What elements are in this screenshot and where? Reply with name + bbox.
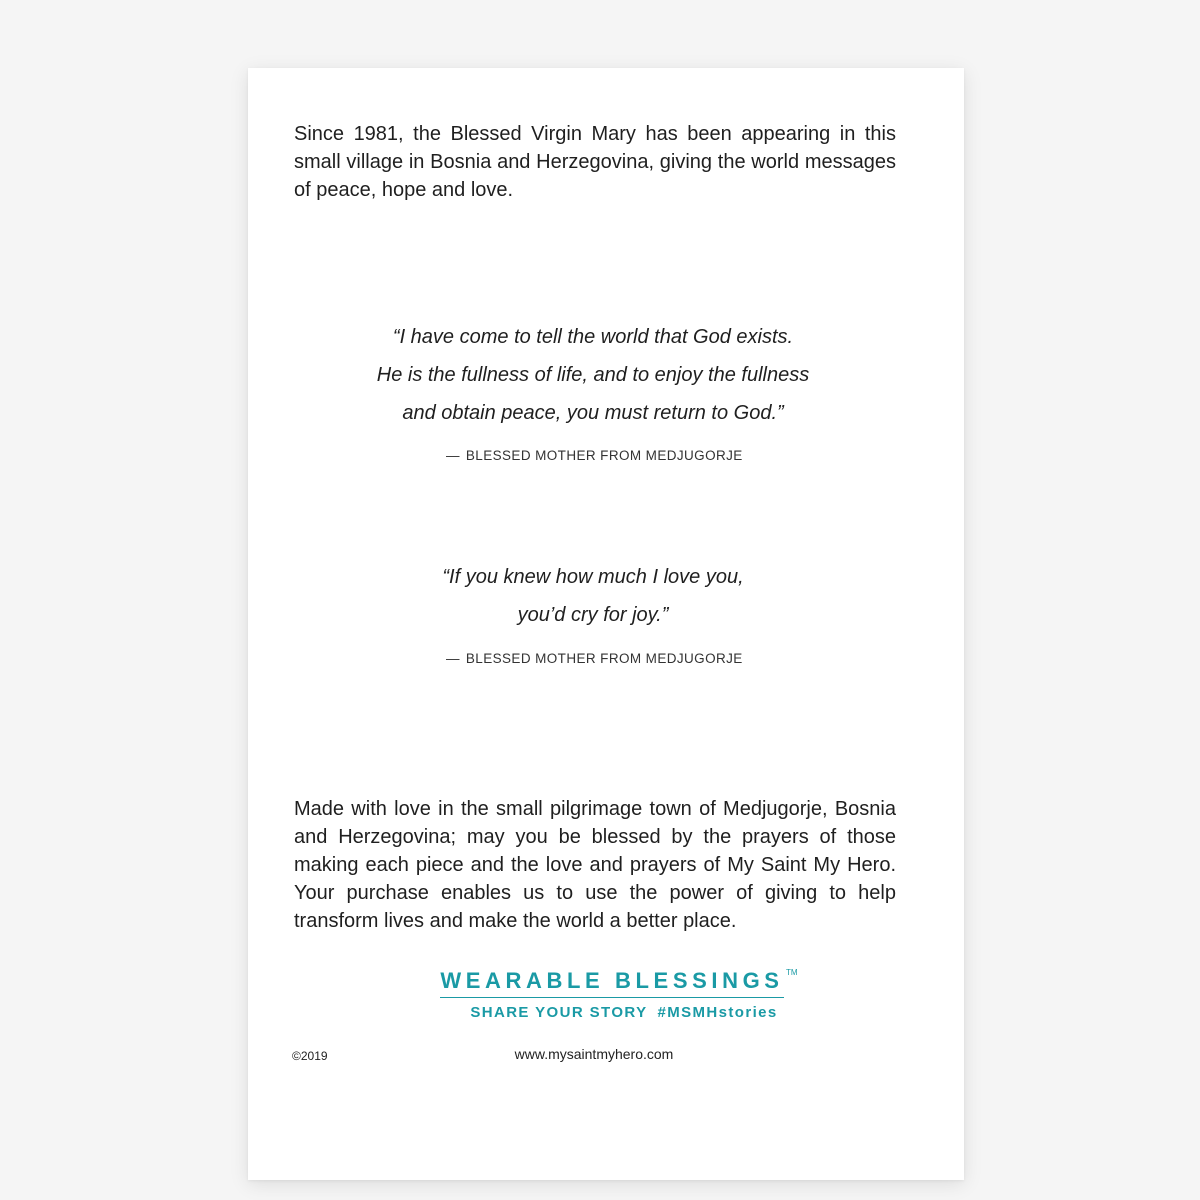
quote-line: “If you knew how much I love you, <box>442 566 744 588</box>
quote-line: “I have come to tell the world that God exists. <box>392 326 794 348</box>
quote-line: you’d cry for joy.” <box>517 604 669 626</box>
tagline-text: SHARE YOUR STORY <box>470 1004 648 1021</box>
attribution-dash: — <box>446 448 460 463</box>
brand-title-text: WEARABLE BLESSINGS <box>440 968 784 993</box>
attribution-text: BLESSED MOTHER FROM MEDJUGORJE <box>465 448 743 463</box>
brand-block <box>248 968 964 1021</box>
copyright: ©2019 <box>292 1049 328 1063</box>
quote-1 <box>235 318 951 432</box>
insert-card <box>248 68 964 1180</box>
quote-2-attribution <box>446 651 743 666</box>
website-url: www.mysaintmyhero.com <box>514 1046 674 1062</box>
attribution-dash: — <box>446 651 460 666</box>
quote-1-attribution <box>446 448 743 463</box>
brand-tagline <box>284 1004 964 1021</box>
quote-2 <box>235 558 951 634</box>
hashtag: #MSMHstories <box>657 1004 778 1021</box>
intro-paragraph: Since 1981, the Blessed Virgin Mary has been appearing in this small village in Bosnia and Herzegovina, giving the world messages of peace, hope and love. <box>294 123 896 201</box>
quote-line: He is the fullness of life, and to enjoy the fullness <box>376 364 810 386</box>
attribution-text: BLESSED MOTHER FROM MEDJUGORJE <box>465 651 743 666</box>
trademark-mark: TM <box>786 968 798 977</box>
quote-line: and obtain peace, you must return to God.” <box>402 402 784 424</box>
closing-paragraph: Made with love in the small pilgrimage town of Medjugorje, Bosnia and Herzegovina; may you be blessed by the prayers of those making each piece and the love and prayers of My Saint My Hero. Your purchase enables us to use the power of giving to help transform lives and make the world a better place. <box>294 798 896 932</box>
brand-title <box>440 968 798 998</box>
